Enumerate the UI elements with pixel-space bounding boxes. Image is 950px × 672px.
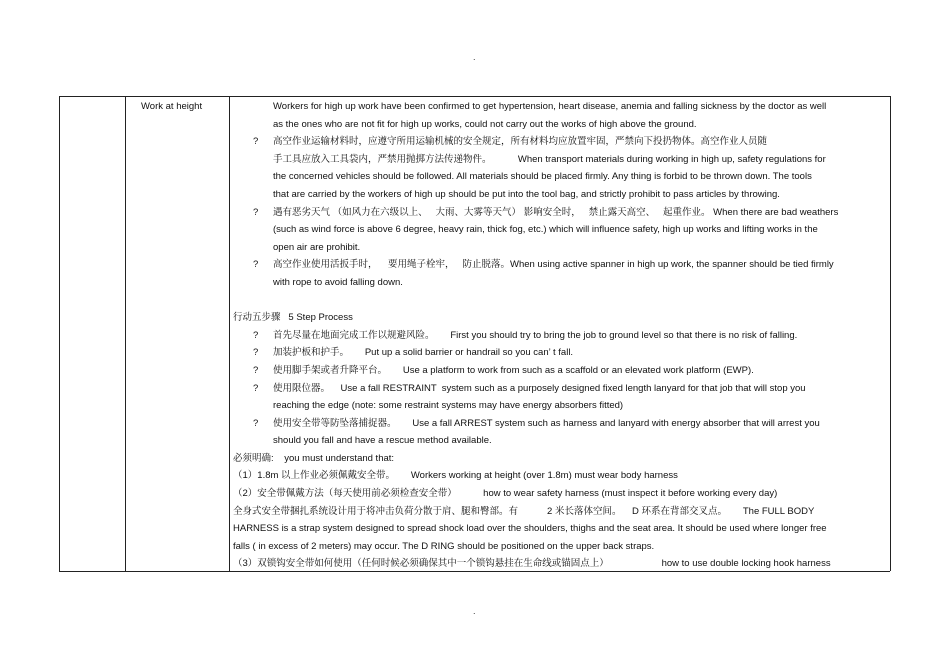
- text-line: [233, 151, 890, 169]
- bullet-item: [233, 362, 890, 380]
- bullet-item: [233, 344, 890, 362]
- bullet-item: [233, 380, 890, 398]
- line-text: HARNESS is a strap system designed to spread shock load over the shoulders, thighs and the seat area. It should be used where longer free: [233, 523, 827, 535]
- line-text: 遇有恶劣天气 （如风力在六级以上、 大雨、大雾等天气） 影响安全时， 禁止露天高空、 起重作业。 When there are bad weathers: [273, 206, 839, 218]
- table-col-divider-1: [125, 96, 126, 571]
- line-text: 首先尽量在地面完成工作以规避风险。 First you should try to bring the job to ground level so that there is no risk of falling.: [273, 329, 798, 341]
- line-text: 全身式安全带捆扎系统设计用于将冲击负荷分散于肩、腿和臀部。有 2 米长落体空间。 D 环系在背部交叉点。 The FULL BODY: [233, 505, 815, 517]
- line-text: 加装护板和护手。 Put up a solid barrier or handrail so you can’ t fall.: [273, 347, 574, 359]
- bullet-item: [233, 204, 890, 222]
- bullet-marker: ?: [253, 329, 259, 341]
- content-cell: [233, 98, 890, 573]
- text-line: [233, 503, 890, 521]
- page-dot-top: .: [473, 52, 476, 62]
- table-top-border: [59, 96, 890, 97]
- line-text: 使用限位器。 Use a fall RESTRAINT system such as a purposely designed fixed length lanyard for that job that will stop you: [273, 382, 806, 394]
- text-line: [233, 397, 890, 415]
- line-text: 使用脚手架或者升降平台。 Use a platform to work from such as a scaffold or an elevated work platform (EWP).: [273, 364, 754, 376]
- category-cell: Work at height: [141, 101, 203, 112]
- text-line: [233, 274, 890, 292]
- text-line: [233, 432, 890, 450]
- line-text: falls ( in excess of 2 meters) may occur. The D RING should be positioned on the upper back straps.: [233, 540, 655, 552]
- line-text: 使用安全带等防坠落捕捉器。 Use a fall ARREST system such as harness and lanyard with energy absorber that will arrest you: [273, 417, 820, 429]
- line-text: （1）1.8m 以上作业必须佩戴安全带。 Workers working at height (over 1.8m) must wear body harness: [233, 470, 678, 482]
- text-line: [233, 116, 890, 134]
- line-text: 行动五步骤 5 Step Process: [233, 312, 353, 324]
- line-text: as the ones who are not fit for high up works, could not carry out the works of high above the ground.: [273, 118, 697, 130]
- bullet-item: [233, 256, 890, 274]
- text-line: [233, 520, 890, 538]
- text-line: [233, 239, 890, 257]
- text-line: [233, 309, 890, 327]
- page-dot-bottom: .: [473, 606, 476, 616]
- line-text: Workers for high up work have been confirmed to get hypertension, heart disease, anemia and falling sickness by the doctor as well: [273, 101, 827, 112]
- bullet-marker: ?: [253, 364, 259, 376]
- text-line: [233, 485, 890, 503]
- line-text: that are carried by the workers of high up should be put into the tool bag, and strictly prohibit to pass articles by throwing.: [273, 188, 780, 200]
- line-text: 必须明确: you must understand that:: [233, 452, 395, 464]
- table-right-border: [890, 96, 891, 571]
- bullet-marker: ?: [253, 347, 259, 359]
- table-left-border: [59, 96, 60, 571]
- text-line: [233, 168, 890, 186]
- bullet-item: [233, 327, 890, 345]
- bullet-marker: ?: [253, 136, 259, 148]
- line-text: with rope to avoid falling down.: [273, 276, 403, 288]
- line-text: （2）安全带佩戴方法（每天使用前必须检查安全带） how to wear safety harness (must inspect it before working every day): [233, 488, 778, 500]
- line-text: （3）双锁钩安全带如何使用（任何时候必须确保其中一个锁钩悬挂在生命线或锚固点上） how to use double locking hook harness: [233, 558, 831, 570]
- line-text: 高空作业运输材料时，应遵守所用运输机械的安全规定，所有材料均应放置牢固，严禁向下投扔物体。高空作业人员随: [273, 136, 768, 148]
- line-text: 手工具应放入工具袋内，严禁用抛掷方法传递物件。 When transport materials during working in high up, safety regulations for: [273, 153, 826, 165]
- bullet-marker: ?: [253, 259, 259, 271]
- text-line: [233, 450, 890, 468]
- bullet-marker: ?: [253, 206, 259, 218]
- text-line: [233, 186, 890, 204]
- text-line: [233, 467, 890, 485]
- line-text: (such as wind force is above 6 degree, heavy rain, thick fog, etc.) which will influence safety, high up works and lifting works in the: [273, 224, 818, 236]
- bullet-item: [233, 133, 890, 151]
- line-text: should you fall and have a rescue method available.: [273, 435, 492, 447]
- line-text: reaching the edge (note: some restraint systems may have energy absorbers fitted): [273, 400, 624, 412]
- text-line: [233, 98, 890, 116]
- line-text: the concerned vehicles should be followed. All materials should be placed firmly. Any thing is forbid to be thrown down. The tools: [273, 171, 812, 183]
- paragraph-gap: [233, 292, 890, 310]
- bullet-marker: ?: [253, 417, 259, 429]
- line-text: 高空作业使用活扳手时， 要用绳子栓牢， 防止脱落。When using active spanner in high up work, the spanner should be tied firmly: [273, 259, 834, 271]
- line-text: open air are prohibit.: [273, 241, 361, 253]
- table-col-divider-2: [229, 96, 230, 571]
- text-line: [233, 555, 890, 573]
- bullet-item: [233, 415, 890, 433]
- text-line: [233, 538, 890, 556]
- bullet-marker: ?: [253, 382, 259, 394]
- text-line: [233, 221, 890, 239]
